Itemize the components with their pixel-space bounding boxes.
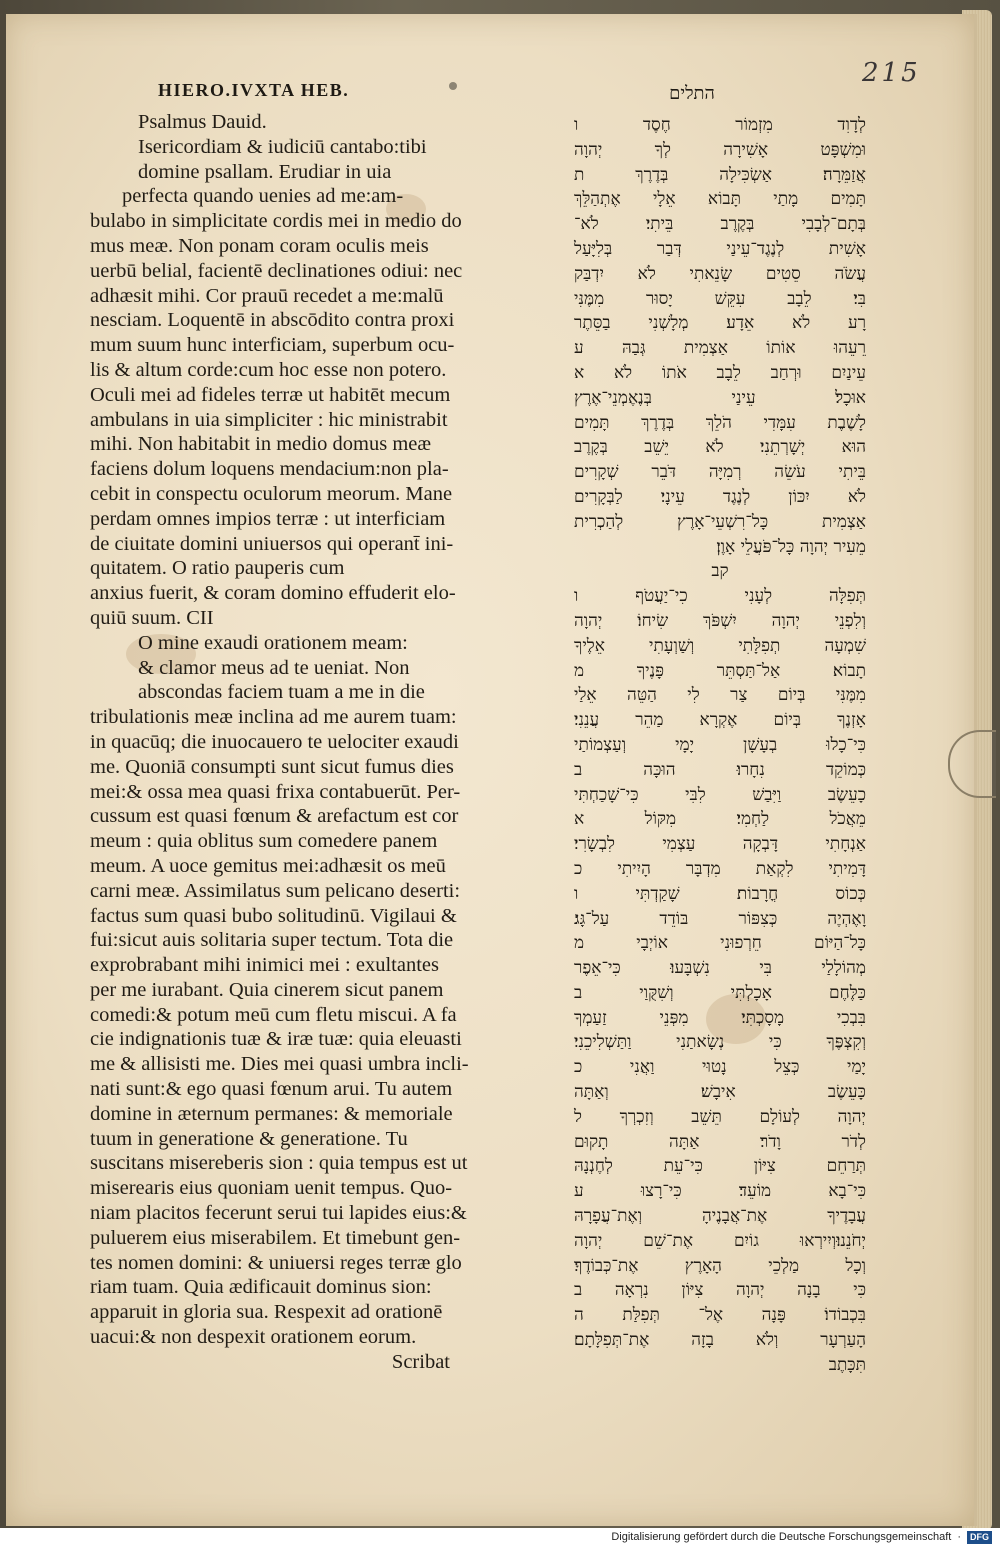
hebrew-text-line: כַּלֶּחֶם אָכָלְתִּי וְשִׁקֻּוַי ב [574,982,866,1003]
hebrew-text-line: כָּעֵשֶׂב אִיבָשׁ׃ וְאַתָּה [574,1082,866,1103]
hebrew-text-line: דָּמִיתִי לִקְאַת מִדְבָּר הָיִיתִי כ [574,858,866,879]
hebrew-text-line: יְהוָה לְעוֹלָם תֵּשֵׁב וְזִכְרְךָ ל [574,1106,866,1127]
latin-text-line: per me iurabant. Quia cinerem sicut panem [90,978,444,1001]
latin-text-line: factus sum quasi bubo solitudinū. Vigilaui & [90,904,457,927]
hebrew-text-line: תִּכָּתֶב [828,1354,866,1375]
latin-text-line: apparuit in gloria sua. Respexit ad orationē [90,1301,443,1324]
latin-text-line: suscitans misereberis sion : quia tempus est ut [90,1152,468,1175]
hebrew-text-line: אוּכָל׃ עֵינַי בְּנֶאֶמְנֵי־אֶרֶץ [574,387,866,408]
hebrew-text-line: רָע לֹא אֵדָע׃ מְלָשְׁנִי בַסֵּתֶר [574,313,866,334]
hebrew-text-line: הָעַרְעָר וְלֹא בָזָה אֶת־תְּפִלָּתָם׃ [574,1330,866,1351]
hebrew-text-line: כִּי־כָלוּ בְעָשָׁן יָמָי וְעַצְמוֹתַי [574,734,866,755]
latin-text-line: mihi. Non habitabit in medio domus meæ [90,433,432,456]
latin-text-line: uacui:& non despexit orationem eorum. [90,1326,417,1349]
hebrew-text-line: וְלִפְנֵי יְהוָה יִשְׁפֹּךְ שִׂיחוֹ׃ יְהוָה [574,610,866,631]
latin-text-line: de ciuitate domini uniuersos qui operant̄ ini- [90,532,454,555]
latin-text-line: tuum in generatione & generatione. Tu [90,1127,408,1150]
hebrew-text-line: אַנְחָתִי דָּבְקָה עַצְמִי לִבְשָׂרִי׃ [574,834,866,855]
latin-text-line: meum. A uoce gemitus mei:adhæsit os meū [90,854,446,877]
hebrew-text-line: וְכָל מַלְכֵי הָאָרֶץ אֶת־כְּבוֹדֶךָ׃ [574,1255,866,1276]
hebrew-text-line: כְּמוֹקֵד נִחָרוּ׃ הוּכָּה ב [574,759,866,780]
hebrew-text-line: לְדֹר וָדֹר׃ אַתָּה תָקוּם [574,1131,866,1152]
latin-text-line: cie indignationis tuæ & iræ tuæ: quia eleuasti [90,1028,462,1051]
hebrew-text-line: אָשִׁית לְנֶגֶד־עֵינַי דְּבַר בְּלִיָּעַל [574,238,866,259]
hebrew-running-head: התלים [669,83,715,104]
latin-text-line: faciens dolum loquens mendacium:non pla- [90,458,449,481]
hebrew-text-line: בִּי׃ לֵבָב עִקֵּשׁ יָסוּר מִמֶּנִּי [574,288,866,309]
hebrew-text-line: וְקִצְפֶּךָ כִּי נְשָׂאתַנִי וַתַּשְׁלִיכֵנִי׃ [574,1032,866,1053]
hebrew-text-column [574,113,866,1378]
hebrew-text-line: תְּרַחֵם צִיּוֹן כִּי־עֵת לְחֶנְנָהּ [574,1156,866,1177]
hebrew-text-line: מִמֶּנִּי בְּיוֹם צַר לִי הַטֵּה אֵלַי [574,685,866,706]
hebrew-text-line: הוּא יְשָׁרְתֵנִי׃ לֹא יֵשֵׁב בְּקֶרֶב [574,437,866,458]
hebrew-text-line: כִּי־בָא מוֹעֵד׃ כִּי־רָצוּ ע [574,1181,866,1202]
hebrew-text-line: מֵאֲכֹל לַחְמִי׃ מִקּוֹל א [574,809,866,830]
latin-text-line: meum : quia oblitus sum comedere panem [90,830,438,853]
latin-text-line: me. Quoniā consumpti sunt sicut fumus dies [90,755,454,778]
latin-text-line: mei:& ossa mea quasi frixa contabuerūt. Per- [90,780,461,803]
latin-text-line: comedi:& potum meū cum fletu miscui. A fa [90,1003,457,1026]
folio-number: 215 [862,58,921,88]
latin-text-line: domine psallam. Erudiar in uia [138,160,392,183]
latin-text-line: anxius fuerit, & coram domino effuderit elo- [90,582,456,605]
running-head: HIERO.IVXTA HEB. [158,80,350,100]
hebrew-text-line: כִּי בָנָה יְהוָה צִיּוֹן נִרְאָה ב [574,1280,866,1301]
latin-text-line: Scribat [391,1350,450,1373]
hebrew-text-line: עֵינַיִם וּרְחַב לֵבָב אֹתוֹ לֹא א [574,362,866,383]
footer-bar: Digitalisierung gefördert durch die Deutsche Forschungsgemeinschaft · DFG [0,1528,1000,1547]
hebrew-text-line: תָּמִים מָתַי תָּבוֹא אֵלָי אֶתְהַלֵּךְ [574,189,866,210]
latin-text-line: perdam omnes impios terræ : ut interficiam [90,507,446,530]
hebrew-text-line: אַצְמִית כָּל־רִשְׁעֵי־אָרֶץ לְהַכְרִית [574,511,866,532]
latin-text-line: Isericordiam & iudiciū cantabo:tibi [138,135,427,158]
ink-dot [449,82,457,90]
hebrew-text-line: וָאֶהְיֶה כְּצִפּוֹר בּוֹדֵד עַל־גָּג׃ [574,908,866,929]
hebrew-text-line: רֵעֵהוּ אוֹתוֹ אַצְמִית גְּבַהּ ע [574,338,866,359]
latin-text-line: abscondas faciem tuam a me in die [138,681,425,704]
latin-text-line: niam placitos fecerunt serui tui lapides eius:& [90,1202,467,1225]
hebrew-text-line: לְדָוִד מִזְמוֹר חֶסֶד ו [574,115,866,135]
hebrew-text-line: מֵעִיר יְהוָה כָּל־פֹּעֲלֵי אָוֶן׃ [716,536,866,557]
latin-text-line: in quacūq; die inuocauero te uelociter exaudi [90,730,459,753]
latin-text-line: O mine exaudi orationem meam: [138,631,408,654]
latin-text-line: puluerem eius miserabilem. Et timebunt gen- [90,1226,461,1249]
hebrew-text-line: תָבוֹא׃ אַל־תַּסְתֵּר פָּנֶיךָ מ [574,660,866,681]
latin-text-line: exprobrabant mihi inimici mei : exultantes [90,954,439,977]
hebrew-text-line: יְחֹנֵנוּ׃וְיִירְאוּ גוֹיִם אֶת־שֵׁם יְהוָה [574,1230,866,1251]
hebrew-text-line: תְּפִלָּה לְעָנִי כִי־יַעֲטֹף ו [574,586,866,607]
hebrew-text-line: קב [711,561,729,582]
hebrew-text-line: מְהוֹלָלַי בִּי נִשְׁבָּעוּ׃ כִּי־אֵפֶר [574,958,866,979]
latin-text-line: tes nomen domini: & uniuersi reges terræ glo [90,1251,462,1274]
hebrew-text-line: עֲבָדֶיךָ אֶת־אֲבָנֶיהָ וְאֶת־עֲפָרָהּ [574,1206,866,1227]
latin-text-line: nati sunt:& ego quasi fœnum arui. Tu autem [90,1078,453,1101]
latin-text-line: Oculi mei ad fideles terræ ut habitēt mecum [90,383,451,406]
hebrew-text-line: שִׁמְעָה תְפִלָּתִי וְשַׁוְעָתִי אֵלֶיךָ [574,635,866,656]
latin-text-line: me & allisisti me. Dies mei quasi umbra incli- [90,1053,469,1076]
latin-text-line: miserearis eius quoniam uenit tempus. Quo- [90,1177,453,1200]
latin-text-line: ambulans in uia simpliciter : hic ministrabit [90,408,448,431]
latin-text-line: cebit in conspectu oculorum meorum. Mane [90,482,453,505]
hebrew-text-line: לָשֶׁבֶת עִמָּדִי הֹלֵךְ בְּדֶרֶךְ תָּמִים [574,412,866,433]
hebrew-text-line: בֵּיתִי עֹשֵׂה רְמִיָּה דֹּבֵר שְׁקָרִים [574,462,866,483]
latin-text-line: mum suum hunc interficiam, superbum ocu- [90,334,455,357]
hebrew-text-line: כְּכוֹס חֳרָבוֹת׃ שָׁקַדְתִּי ו [574,883,866,904]
hebrew-text-line: כָעֵשֶׂב וַיִּבַשׁ לִבִּי כִּי־שָׁכַחְתִּי [574,784,866,805]
latin-text-line: carni meæ. Assimilatus sum pelicano deserti: [90,879,461,902]
hebrew-text-line: אֲזַמֵּרָה׃ אַשְׂכִּילָה בְּדֶרֶךְ ת [574,164,866,185]
hebrew-text-line: וּמִשְׁפָּט אָשִׁירָה לְךָ יְהוָה [574,139,866,160]
latin-text-line: domine in æternum permanes: & memoriale [90,1102,453,1125]
hebrew-text-line: בִּבְכִי מָסָכְתִּי׃ מִפְּנֵי זַעַמְךָ [574,1007,866,1028]
latin-text-line: quitatem. O ratio pauperis cum [90,557,345,580]
latin-text-line: riam tuam. Quia ædificauit dominus sion: [90,1276,432,1299]
latin-text-line: cussum est quasi fœnum & arefactum est cor [90,805,459,828]
latin-text-line: Psalmus Dauid. [138,111,267,133]
hebrew-text-line: יָמַי כְּצֵל נָטוּי וַאֲנִי כ [574,1057,866,1078]
hebrew-text-line: בְּתָם־לְבָבִי בְּקֶרֶב בֵּיתִי׃ לֹא־ [574,214,866,235]
latin-text-line: tribulationis meæ inclina ad me aurem tuam: [90,706,457,729]
latin-text-line: fui:sicut auis solitaria super tectum. Tota die [90,929,454,952]
latin-text-line: & clamor meus ad te ueniat. Non [138,656,410,679]
hebrew-text-line: אָזְנֶךָ בְּיוֹם אֶקְרָא מַהֵר עֲנֵנִי׃ [574,710,866,731]
latin-text-line: perfecta quando uenies ad me:am- [122,185,404,208]
latin-text-line: adhæsit mihi. Cor prauū recedet a me:malū [90,284,444,307]
hebrew-text-line: לֹא יִכּוֹן לְנֶגֶד עֵינָי׃ לַבְּקָרִים [574,486,866,507]
footer-credit: Digitalisierung gefördert durch die Deutsche Forschungsgemeinschaft [611,1531,952,1543]
hebrew-text-line: בִּכְבוֹדוֹ׃ פָּנָה אֶל־ תְּפִלַּת ה [574,1305,866,1326]
latin-text-line: uerbū belial, facientē declinationes odiui: nec [90,259,463,282]
hebrew-text-line: עֲשֹׂה סֵטִים שָׂנֵאתִי לֹא יִדְבַּק [574,263,866,284]
latin-text-line: quiū suum. CII [90,606,214,629]
latin-text-line: nesciam. Loquentē in abscōdito contra proxi [90,309,455,332]
latin-text-line: bulabo in simplicitate cordis mei in medio do [90,210,462,233]
latin-text-column [90,110,469,1375]
latin-text-line: mus meæ. Non ponam coram oculis meis [90,234,429,257]
latin-text-line: lis & altum corde:cum hoc esse non potero. [90,358,447,381]
hebrew-text-line: כָּל־הַיּוֹם חֵרְפוּנִי אוֹיְבָי מ [574,933,866,954]
dfg-logo: DFG [967,1531,992,1544]
